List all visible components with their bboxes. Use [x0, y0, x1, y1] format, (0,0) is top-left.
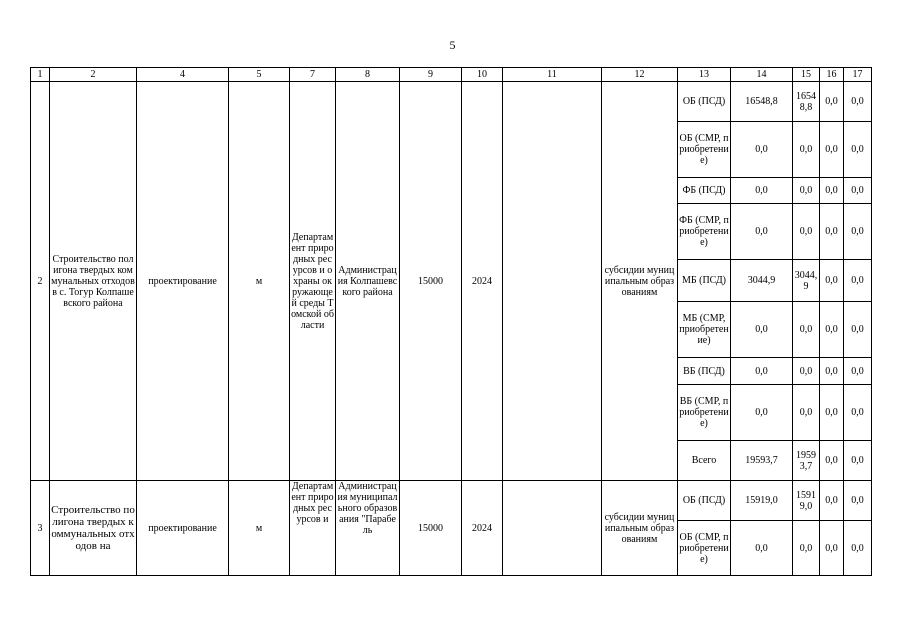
header-cell: 7 [290, 68, 336, 82]
value-cell: 0,0 [844, 204, 872, 260]
header-cell: 11 [503, 68, 602, 82]
program-table [30, 67, 872, 576]
value-cell: 0,0 [820, 122, 844, 178]
value-cell: 15919,0 [731, 481, 793, 521]
support-type: субсидии муниципальным образованиям [602, 82, 678, 481]
funding-source: ВБ (СМР, приобретение) [678, 385, 731, 441]
value-cell: 15919,0 [793, 481, 820, 521]
row-number: 2 [31, 82, 50, 481]
value-cell: 16548,8 [793, 82, 820, 122]
value-cell: 0,0 [731, 358, 793, 385]
object-name: Строительство полигона твердых коммунальных отходов на [50, 481, 137, 576]
value-cell: 0,0 [820, 358, 844, 385]
capacity: 15000 [400, 82, 462, 481]
value-cell: 0,0 [820, 260, 844, 302]
funding-source: ОБ (СМР, приобретение) [678, 521, 731, 576]
unit: м [229, 481, 290, 576]
value-cell: 0,0 [731, 521, 793, 576]
header-cell: 10 [462, 68, 503, 82]
header-cell: 1 [31, 68, 50, 82]
value-cell: 3044,9 [731, 260, 793, 302]
value-cell: 0,0 [844, 122, 872, 178]
value-cell: 0,0 [793, 178, 820, 204]
header-cell: 14 [731, 68, 793, 82]
funding-source: Всего [678, 441, 731, 481]
value-cell: 0,0 [820, 82, 844, 122]
header-cell: 16 [820, 68, 844, 82]
header-cell: 4 [137, 68, 229, 82]
value-cell: 0,0 [844, 441, 872, 481]
table-row [31, 481, 872, 521]
header-cell: 2 [50, 68, 137, 82]
value-cell: 0,0 [793, 122, 820, 178]
funding-source: МБ (ПСД) [678, 260, 731, 302]
year: 2024 [462, 82, 503, 481]
value-cell: 0,0 [844, 178, 872, 204]
value-cell: 0,0 [820, 385, 844, 441]
page-number: 5 [449, 38, 456, 52]
funding-source: ОБ (ПСД) [678, 481, 731, 521]
department: Департамент природных ресурсов и [290, 481, 336, 576]
value-cell: 0,0 [731, 178, 793, 204]
value-cell: 19593,7 [793, 441, 820, 481]
value-cell: 0,0 [844, 385, 872, 441]
value-cell: 0,0 [844, 82, 872, 122]
administration: Администрация Колпашевского района [336, 82, 400, 481]
value-cell: 0,0 [793, 302, 820, 358]
funding-source: ВБ (ПСД) [678, 358, 731, 385]
header-cell: 5 [229, 68, 290, 82]
value-cell: 0,0 [820, 302, 844, 358]
support-type: субсидии муниципальным образованиям [602, 481, 678, 576]
value-cell: 0,0 [844, 260, 872, 302]
value-cell: 0,0 [793, 204, 820, 260]
value-cell: 0,0 [844, 358, 872, 385]
value-cell: 19593,7 [731, 441, 793, 481]
funding-source: МБ (СМР, приобретение) [678, 302, 731, 358]
value-cell: 16548,8 [731, 82, 793, 122]
value-cell: 0,0 [820, 178, 844, 204]
header-cell: 12 [602, 68, 678, 82]
col11-cell [503, 481, 602, 576]
value-cell: 0,0 [844, 521, 872, 576]
value-cell: 0,0 [844, 302, 872, 358]
department: Департамент природных ресурсов и охраны окружающей среды Томской области [290, 82, 336, 481]
unit: м [229, 82, 290, 481]
administration: Администрация муниципального образования "Парабель [336, 481, 400, 576]
header-cell: 15 [793, 68, 820, 82]
funding-source: ОБ (ПСД) [678, 82, 731, 122]
funding-source: ОБ (СМР, приобретение) [678, 122, 731, 178]
header-cell: 13 [678, 68, 731, 82]
value-cell: 0,0 [820, 204, 844, 260]
object-name: Строительство полигона твердых коммунальных отходов в с. Тогур Колпашевского района [50, 82, 137, 481]
funding-source: ФБ (ПСД) [678, 178, 731, 204]
value-cell: 0,0 [820, 481, 844, 521]
value-cell: 0,0 [731, 302, 793, 358]
capacity: 15000 [400, 481, 462, 576]
row-number: 3 [31, 481, 50, 576]
header-cell: 17 [844, 68, 872, 82]
header-row [31, 68, 872, 82]
value-cell: 0,0 [793, 521, 820, 576]
value-cell: 0,0 [731, 385, 793, 441]
stage: проектирование [137, 481, 229, 576]
value-cell: 0,0 [844, 481, 872, 521]
value-cell: 0,0 [731, 122, 793, 178]
header-cell: 9 [400, 68, 462, 82]
year: 2024 [462, 481, 503, 576]
header-cell: 8 [336, 68, 400, 82]
value-cell: 0,0 [793, 385, 820, 441]
table-row [31, 82, 872, 122]
stage: проектирование [137, 82, 229, 481]
value-cell: 3044,9 [793, 260, 820, 302]
value-cell: 0,0 [820, 441, 844, 481]
value-cell: 0,0 [731, 204, 793, 260]
value-cell: 0,0 [793, 358, 820, 385]
value-cell: 0,0 [820, 521, 844, 576]
col11-cell [503, 82, 602, 481]
funding-source: ФБ (СМР, приобретение) [678, 204, 731, 260]
